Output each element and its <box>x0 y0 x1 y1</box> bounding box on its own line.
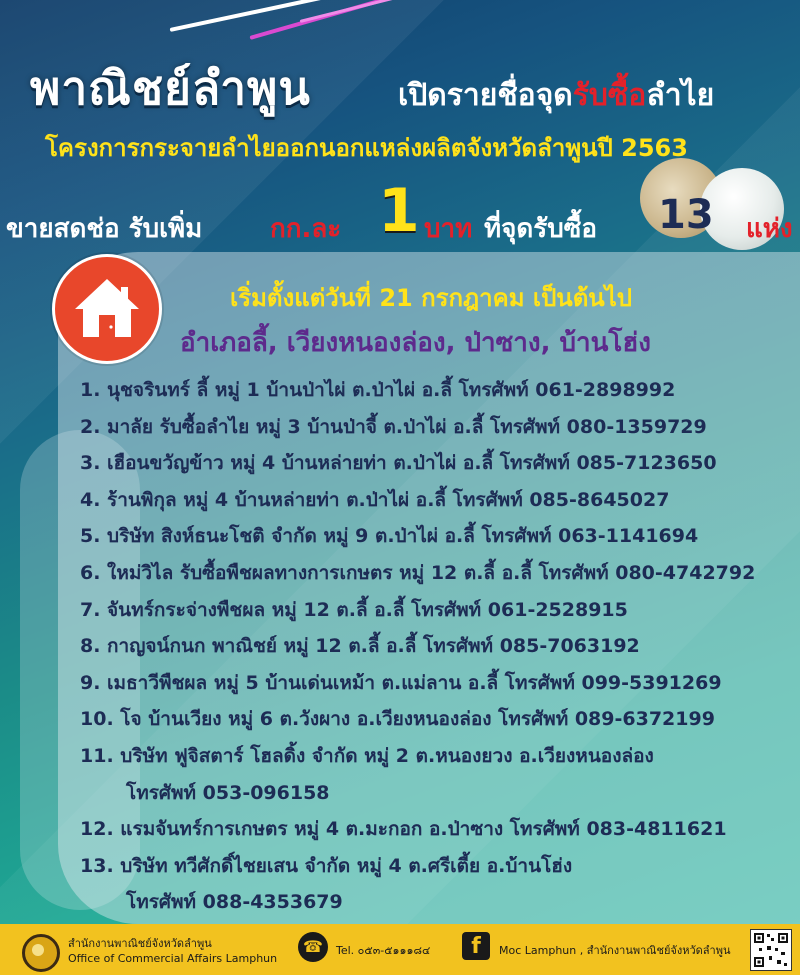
list-item-continued: โทรศัพท์ 053-096158 <box>126 781 330 804</box>
price-text-2: ที่จุดรับซื้อ <box>484 214 597 244</box>
list-item: 10. โจ บ้านเวียง หมู่ 6 ต.วังผาง อ.เวียงหนองล่อง โทรศัพท์ 089-6372199 <box>80 708 715 731</box>
title-side-pre: เปิดรายชื่อจุด <box>398 78 573 113</box>
location-count: 13 <box>658 192 714 238</box>
title-side <box>398 72 714 119</box>
price-text-1: ขายสดช่อ รับเพิ่ม <box>6 214 203 244</box>
office-seal <box>22 934 60 972</box>
house-icon <box>52 254 162 364</box>
list-item: 5. บริษัท สิงห์ธนะโชติ จำกัด หมู่ 9 ต.ป่าไผ่ อ.ลี้ โทรศัพท์ 063-1141694 <box>80 525 699 548</box>
deco-stripe <box>170 0 425 32</box>
title-side-post: ลำไย <box>646 78 715 113</box>
start-date-line <box>230 278 632 317</box>
subtitle: โครงการกระจายลำไยออกนอกแหล่งผลิตจังหวัดลำพูนปี 2563 <box>45 134 688 162</box>
list-item: 3. เฮือนขวัญข้าว หมู่ 4 บ้านหล่ายท่า ต.ป่าไผ่ อ.ลี้ โทรศัพท์ 085-7123650 <box>80 452 717 475</box>
list-item: 13. บริษัท ทวีศักดิ์ไชยเสน จำกัด หมู่ 4 ต.ศรีเตี้ย อ.บ้านโฮ่ง <box>80 854 573 877</box>
list-item: 9. เมธาวีพืชผล หมู่ 5 บ้านเด่นเหม้า ต.แม่ลาน อ.ลี้ โทรศัพท์ 099-5391269 <box>80 671 722 694</box>
price-unit-kg: กก.ละ <box>270 214 342 244</box>
page-title: พาณิชย์ลำพูน <box>30 61 311 115</box>
list-item: 7. จันทร์กระจ่างพืชผล หมู่ 12 ต.ลี้ อ.ลี้ โทรศัพท์ 061-2528915 <box>80 598 628 621</box>
list-item: 6. ใหม่วิไล รับซื้อพืชผลทางการเกษตร หมู่ 12 ต.ลี้ อ.ลี้ โทรศัพท์ 080-4742792 <box>80 561 756 584</box>
footer-office-en: Office of Commercial Affairs Lamphun <box>68 952 278 965</box>
list-item: 2. มาลัย รับซื้อลำไย หมู่ 3 บ้านป่าจี้ ต.ป่าไผ่ อ.ลี้ โทรศัพท์ 080-1359729 <box>80 415 707 438</box>
start-pre: เริ่ม <box>230 284 267 312</box>
footer-office-th: สำนักงานพาณิชย์จังหวัดลำพูน <box>68 937 212 950</box>
phone-icon: ☎ <box>298 932 328 962</box>
start-text: ตั้งแต่วันที่ 21 กรกฎาคม เป็นต้นไป <box>266 284 633 312</box>
district-list: อำเภอลี้, เวียงหนองล่อง, ป่าซาง, บ้านโฮ่ง <box>180 328 651 358</box>
list-item: 12. แรมจันทร์การเกษตร หมู่ 4 ต.มะกอก อ.ป่าซาง โทรศัพท์ 083-4811621 <box>80 818 727 841</box>
list-item: 1. นุชจรินทร์ ลี้ หมู่ 1 บ้านป่าไผ่ ต.ป่าไผ่ อ.ลี้ โทรศัพท์ 061-2898992 <box>80 379 676 401</box>
price-amount: 1 <box>378 176 420 246</box>
buyer-list <box>80 372 755 921</box>
facebook-icon[interactable]: f <box>462 932 490 960</box>
price-unit-baht: บาท <box>424 214 473 244</box>
footer-facebook[interactable]: Moc Lamphun , สำนักงานพาณิชย์จังหวัดลำพูน <box>499 944 731 957</box>
deco-stripe <box>300 0 456 23</box>
footer-tel: Tel. ๐๕๓-๕๑๑๑๘๔ <box>336 944 431 957</box>
qr-code[interactable] <box>750 929 792 971</box>
list-item: 4. ร้านพิกุล หมู่ 4 บ้านหล่ายท่า ต.ป่าไผ่ อ.ลี้ โทรศัพท์ 085-8645027 <box>80 488 670 511</box>
list-item: 8. กาญจน์กนก พาณิชย์ หมู่ 12 ต.ลี้ อ.ลี้ โทรศัพท์ 085-7063192 <box>80 635 640 658</box>
title-side-highlight: รับซื้อ <box>572 78 647 113</box>
list-item-continued: โทรศัพท์ 088-4353679 <box>126 891 343 914</box>
location-unit: แห่ง <box>746 214 793 244</box>
list-item: 11. บริษัท ฟูจิสตาร์ โฮลดิ้ง จำกัด หมู่ 2 ต.หนองยวง อ.เวียงหนองล่อง <box>80 744 654 767</box>
